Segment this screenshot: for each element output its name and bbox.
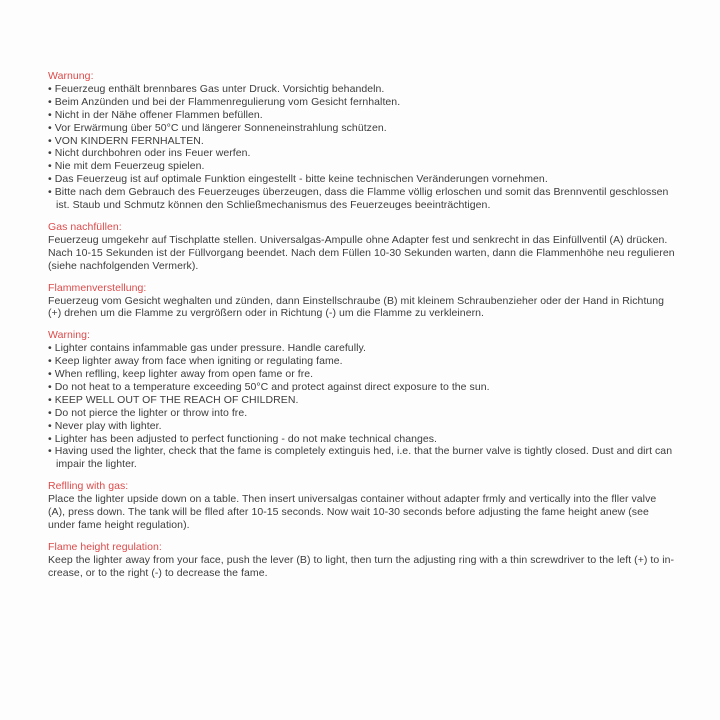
list-item <box>48 420 675 433</box>
list-item <box>48 122 675 135</box>
bullet-icon: • <box>48 368 52 381</box>
list-item <box>48 96 675 109</box>
instruction-text-block <box>48 70 675 580</box>
section-heading-flammenverstellung: Flammenverstellung: <box>48 281 147 294</box>
list-item-text: Nie mit dem Feuerzeug spielen. <box>54 160 205 173</box>
list-item-text: Keep lighter away from face when igniting or regulating fame. <box>54 355 343 368</box>
list-item <box>48 83 675 96</box>
bullet-icon: • <box>48 393 52 406</box>
bullet-icon: • <box>48 419 52 432</box>
bullet-icon: • <box>48 82 52 95</box>
bullet-icon: • <box>48 355 52 368</box>
bullet-icon: • <box>48 380 52 393</box>
section-heading-refilling-with-gas: Reflling with gas: <box>48 480 129 493</box>
list-item <box>48 368 675 381</box>
section-warning-en <box>48 329 675 471</box>
bullet-icon: • <box>48 186 52 199</box>
section-heading-gas-nachfuellen: Gas nachfüllen: <box>48 220 122 233</box>
section-heading-flame-height-regulation: Flame height regulation: <box>48 540 162 553</box>
section-gas-nachfuellen <box>48 221 675 273</box>
section-heading-warnung-de: Warnung: <box>48 70 94 82</box>
warnung-de-bullet-list <box>48 83 675 212</box>
list-item <box>48 109 675 122</box>
bullet-icon: • <box>48 121 52 134</box>
flammenverstellung-paragraph: Feuerzeug vom Gesicht weghalten und zünden, dann Einstellschraube (B) mit kleinem Schraubenzieher oder der Hand in Richtung (+) drehen um die Flamme zu vergrößern oder in Richtung (-) um die Flamme zu verkleinern. <box>48 294 665 320</box>
gas-nachfuellen-paragraph: Feuerzeug umgekehr auf Tischplatte stellen. Universalgas-Ampulle ohne Adapter fest und senkrecht in das Einfüllventil (A) drücken. Nach 10-15 Sekunden ist der Füllvorgang beendet. Nach dem Füllen 10-30 Sekunden warten, dann die Flammenhöhe neu regulieren (siehe nachfolgenden Vermerk). <box>48 233 675 272</box>
list-item-text: When reflling, keep lighter away from open fame or fre. <box>54 368 314 381</box>
list-item-text: Lighter has been adjusted to perfect functioning - do not make technical changes. <box>54 432 438 445</box>
list-item <box>48 445 675 471</box>
list-item-text: Beim Anzünden und bei der Flammenregulierung vom Gesicht fernhalten. <box>54 95 401 108</box>
list-item <box>48 186 675 212</box>
list-item-text: Do not heat to a temperature exceeding 50°C and protect against direct exposure to the sun. <box>54 380 490 393</box>
list-item-text: VON KINDERN FERNHALTEN. <box>54 134 204 147</box>
bullet-icon: • <box>48 342 52 355</box>
bullet-icon: • <box>48 432 52 445</box>
flame-height-regulation-paragraph: Keep the lighter away from your face, push the lever (B) to light, then turn the adjusting ring with a thin screwdriver to the left (+) to in-crease, or to the right (-) to decrease the fame. <box>48 553 675 579</box>
section-heading-warning-en: Warning: <box>48 329 91 342</box>
list-item-text: Lighter contains infammable gas under pressure. Handle carefully. <box>54 342 366 355</box>
list-item <box>48 342 675 355</box>
list-item <box>48 381 675 394</box>
bullet-icon: • <box>48 445 52 458</box>
list-item-text: Never play with lighter. <box>54 419 162 432</box>
warning-en-bullet-list <box>48 342 675 471</box>
list-item-text: KEEP WELL OUT OF THE REACH OF CHILDREN. <box>54 393 299 406</box>
list-item-text: Nicht in der Nähe offener Flammen befüllen. <box>54 108 263 121</box>
bullet-icon: • <box>48 134 52 147</box>
list-item <box>48 147 675 160</box>
section-warnung-de <box>48 70 675 212</box>
section-flame-height-regulation <box>48 541 675 580</box>
bullet-icon: • <box>48 108 52 121</box>
section-refilling-with-gas <box>48 480 675 532</box>
list-item <box>48 160 675 173</box>
bullet-icon: • <box>48 406 52 419</box>
list-item <box>48 433 675 446</box>
bullet-icon: • <box>48 147 52 160</box>
list-item-text: Having used the lighter, check that the fame is completely extinguis hed, i.e. that the burner valve is tightly closed. Dust and dirt can impair the lighter. <box>54 445 673 471</box>
list-item-text: Das Feuerzeug ist auf optimale Funktion eingestellt - bitte keine technischen Veränderungen vornehmen. <box>54 173 548 186</box>
list-item-text: Bitte nach dem Gebrauch des Feuerzeuges überzeugen, dass die Flamme völlig erloschen und somit das Brennventil geschlossen ist. Staub und Schmutz können den Schließmechanismus des Feuerzeuges beeinträchtigen. <box>54 186 669 212</box>
list-item-text: Feuerzeug enthält brennbares Gas unter Druck. Vorsichtig behandeln. <box>54 82 385 95</box>
list-item-text: Nicht durchbohren oder ins Feuer werfen. <box>54 147 251 160</box>
list-item <box>48 394 675 407</box>
refilling-with-gas-paragraph: Place the lighter upside down on a table. Then insert universalgas container without adapter frmly and vertically into the fller valve (A), press down. The tank will be flled after 10-15 seconds. Now wait 10-30 seconds before adjusting the fame height anew (see under fame height regulation). <box>48 493 657 531</box>
section-flammenverstellung <box>48 282 675 321</box>
list-item <box>48 355 675 368</box>
list-item <box>48 173 675 186</box>
bullet-icon: • <box>48 160 52 173</box>
list-item <box>48 135 675 148</box>
list-item <box>48 407 675 420</box>
list-item-text: Vor Erwärmung über 50°C und längerer Sonneneinstrahlung schützen. <box>54 121 387 134</box>
list-item-text: Do not pierce the lighter or throw into fre. <box>54 406 248 419</box>
bullet-icon: • <box>48 95 52 108</box>
bullet-icon: • <box>48 173 52 186</box>
